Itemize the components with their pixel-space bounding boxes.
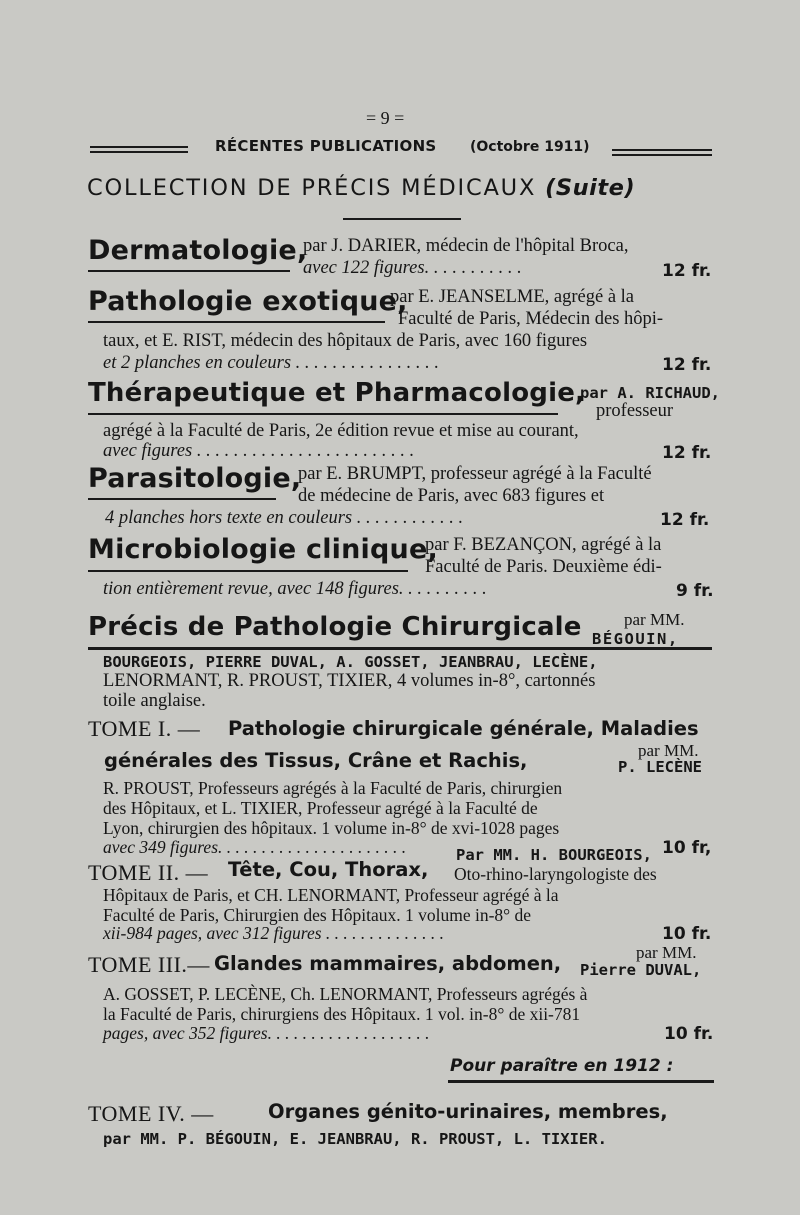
tome-par: par MM. [638,741,699,760]
entry-line: Faculté de Paris, Médecin des hôpi- [398,309,664,329]
tome-line: avec 349 figures. . . . . . . . . . . . . . . . . . . . . . [103,837,407,857]
tome-line: Oto-rhino-laryngologiste des [454,864,657,884]
entry-title-therapeutique: Thérapeutique et Pharmacologie, [88,378,586,408]
entry-line: 4 planches hors texte en couleurs . . . . . . . . . . . . [105,508,464,528]
tome-author: P. LECÈNE [618,758,702,776]
forthcoming-heading: Pour paraître en 1912 : [450,1056,674,1076]
tome-par: par MM. [636,943,697,962]
entry-underline [88,321,385,323]
entry-line: avec figures . . . . . . . . . . . . . . . . . . . . . . . . [103,441,415,461]
entry-line: par E. BRUMPT, professeur agrégé à la Faculté [298,464,652,484]
forthcoming-rule [448,1080,714,1083]
entry-underline [88,270,290,272]
entry-underline [88,413,558,415]
entry-line: avec 122 figures. . . . . . . . . . . [303,258,522,278]
tome-label: TOME IV. — [88,1101,214,1126]
entry-underline [88,570,408,572]
entry-line: par A. RICHAUD, [580,384,720,402]
entry-par: par MM. [624,610,685,629]
section-header: RÉCENTES PUBLICATIONS [215,137,437,155]
entry-title-chirurgicale: Précis de Pathologie Chirurgicale [88,612,582,642]
page-number: = 9 = [366,108,405,128]
collection-title [87,175,635,201]
entry-line: agrégé à la Faculté de Paris, 2e édition revue et mise au courant, [103,421,579,441]
tome-title: Tête, Cou, Thorax, [228,858,429,881]
entry-line: taux, et E. RIST, médecin des hôpitaux de Paris, avec 160 figures [103,331,588,351]
entry-price: 12 fr. [660,510,710,530]
header-rule-left [90,146,188,153]
entry-line: par F. BEZANÇON, agrégé à la [425,535,662,555]
entry-line: de médecine de Paris, avec 683 figures et [298,486,605,506]
entry-line: par J. DARIER, médecin de l'hôpital Broca, [303,236,629,256]
entry-line: LENORMANT, R. PROUST, TIXIER, 4 volumes in-8°, cartonnés [103,671,596,691]
entry-line: BOURGEOIS, PIERRE DUVAL, A. GOSSET, JEANBRAU, LECÈNE, [103,653,598,671]
title-separator [343,218,461,220]
entry-title-parasitologie: Parasitologie, [88,463,302,494]
tome-title: Glandes mammaires, abdomen, [214,952,562,975]
tome-label: TOME II. — [88,860,209,885]
entry-price: 9 fr. [676,581,714,601]
entry-line: Faculté de Paris. Deuxième édi- [425,557,662,577]
entry-underline [88,498,276,500]
entry-line: toile anglaise. [103,691,206,711]
entry-author: BÉGOUIN, [592,630,679,648]
entry-line: par E. JEANSELME, agrégé à la [390,287,635,307]
tome-line: Hôpitaux de Paris, et CH. LENORMANT, Professeur agrégé à la [103,885,559,905]
tome-label: TOME I. — [88,716,201,741]
tome-title: Organes génito-urinaires, membres, [268,1100,668,1123]
tome-line: Faculté de Paris, Chirurgien des Hôpitaux. 1 volume in-8° de [103,905,532,925]
tome-price: 10 fr. [664,1024,714,1044]
header-rule-right [612,149,712,156]
tome-price: 10 fr. [662,924,712,944]
entry-price: 12 fr. [662,355,712,375]
entry-title-pathologie-exotique: Pathologie exotique, [88,286,408,317]
entry-line: et 2 planches en couleurs . . . . . . . . . . . . . . . . [103,353,440,373]
entry-price: 12 fr. [662,443,712,463]
entry-title-dermatologie: Dermatologie, [88,235,308,266]
tome-line: par MM. P. BÉGOUIN, E. JEANBRAU, R. PROUST, L. TIXIER. [103,1130,607,1148]
tome-price: 10 fr, [662,838,712,858]
tome-line: xii-984 pages, avec 312 figures . . . . . . . . . . . . . . [103,923,445,943]
tome-line: R. PROUST, Professeurs agrégés à la Faculté de Paris, chirurgien [103,778,563,798]
entry-line: tion entièrement revue, avec 148 figures. . . . . . . . . . [103,579,487,599]
tome-line: Lyon, chirurgien des hôpitaux. 1 volume in-8° de xvi-1028 pages [103,818,560,838]
tome-label: TOME III.— [88,952,210,977]
entry-title-microbiologie: Microbiologie clinique, [88,534,438,565]
tome-author: Par MM. H. BOURGEOIS, [456,846,652,864]
tome-line: pages, avec 352 figures. . . . . . . . . . . . . . . . . . . [103,1023,430,1043]
tome-line: la Faculté de Paris, chirurgiens des Hôpitaux. 1 vol. in-8° de xii-781 [103,1004,581,1024]
tome-title: générales des Tissus, Crâne et Rachis, [104,749,528,772]
tome-line: des Hôpitaux, et L. TIXIER, Professeur agrégé à la Faculté de [103,798,538,818]
entry-line: professeur [596,401,674,421]
tome-line: A. GOSSET, P. LECÈNE, Ch. LENORMANT, Professeurs agrégés à [103,984,588,1004]
section-date: (Octobre 1911) [470,139,590,155]
entry-price: 12 fr. [662,261,712,281]
collection-suite: (Suite) [545,175,636,201]
tome-author: Pierre DUVAL, [580,961,702,979]
tome-title: Pathologie chirurgicale générale, Maladies [228,717,699,740]
collection-title-text: COLLECTION DE PRÉCIS MÉDICAUX [87,175,537,201]
